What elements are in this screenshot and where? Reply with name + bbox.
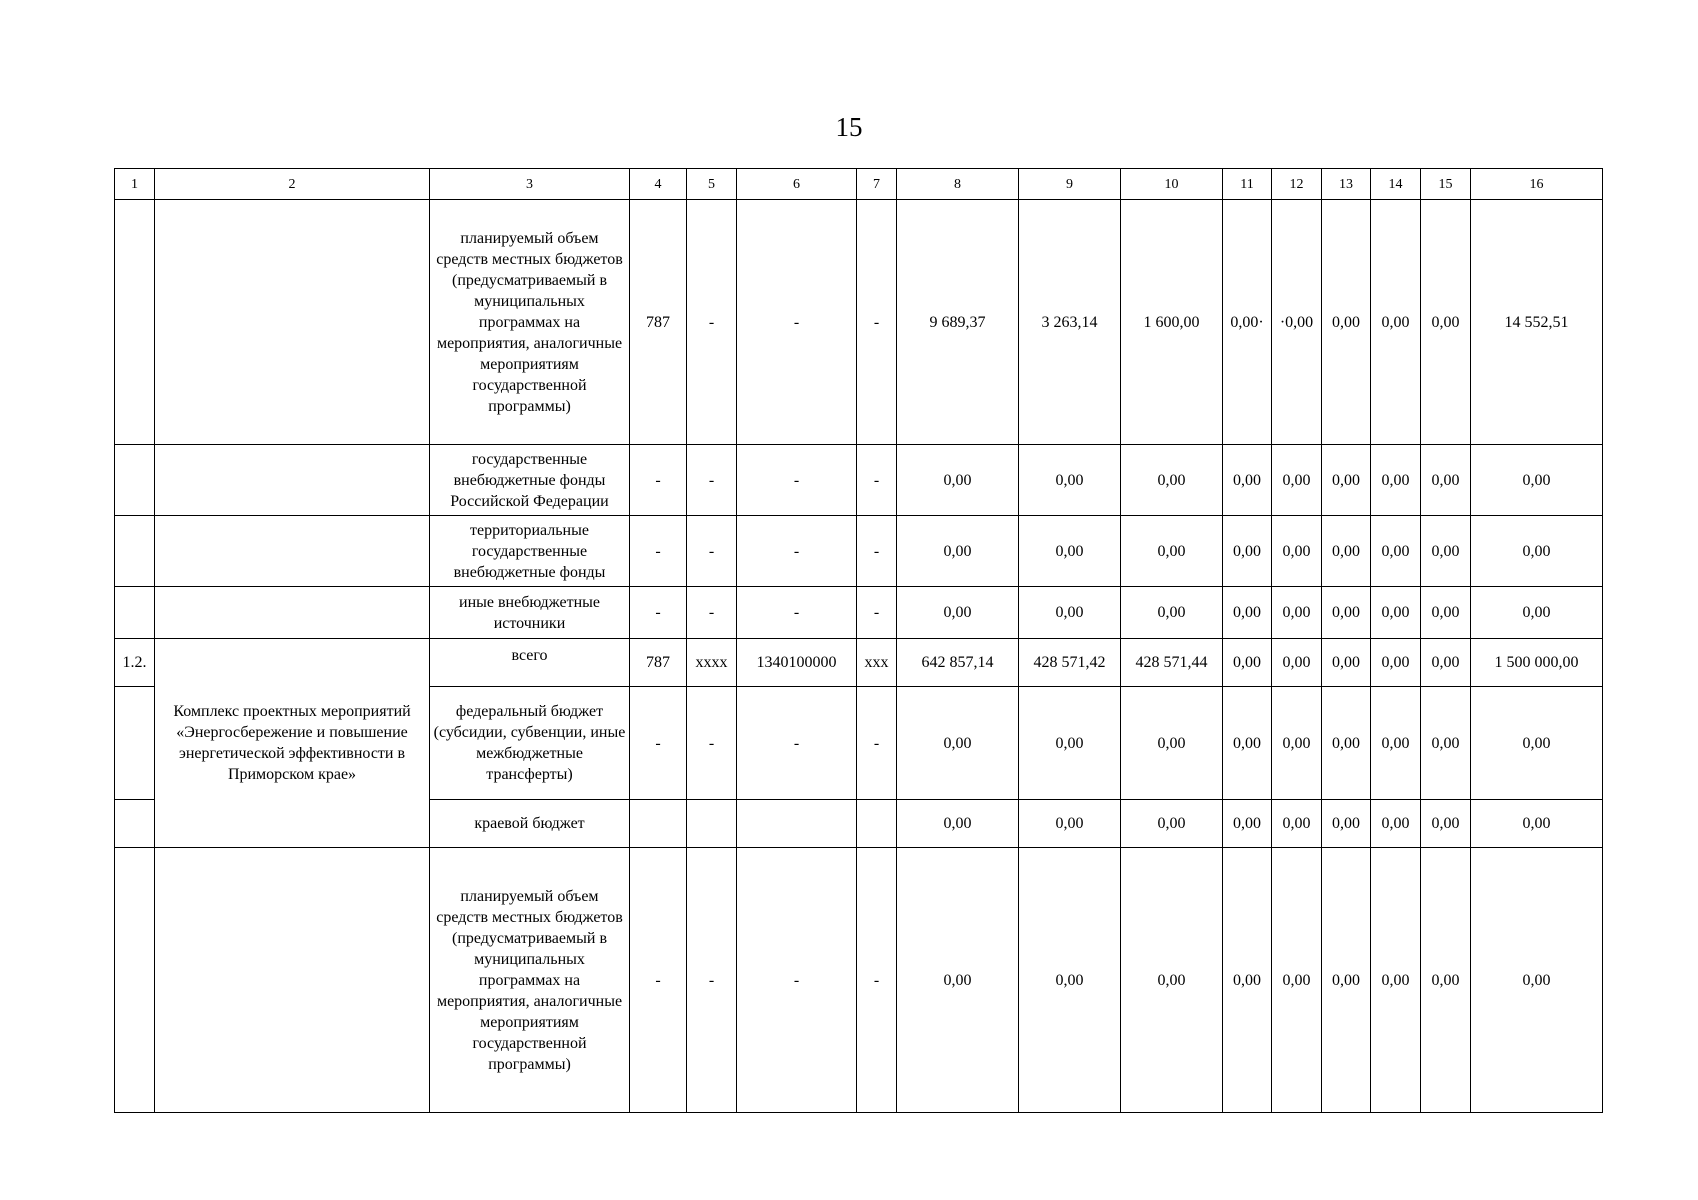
cell-value: 0,00 — [897, 687, 1019, 800]
cell-value: 0,00 — [1019, 587, 1121, 639]
cell-value: 0,00 — [1121, 848, 1223, 1113]
cell-total: 0,00 — [1471, 516, 1603, 587]
cell-section: - — [687, 587, 737, 639]
cell-target: - — [737, 516, 857, 587]
cell-section: хххх — [687, 639, 737, 687]
cell-value: 0,00 — [897, 800, 1019, 848]
cell-value: 0,00 — [1272, 848, 1322, 1113]
cell-source: федеральный бюджет (субсидии, субвенции, иные межбюджетные трансферты) — [430, 687, 630, 800]
cell-grbs: - — [630, 587, 687, 639]
cell-value: 0,00 — [1421, 587, 1471, 639]
cell-number — [115, 687, 155, 800]
cell-value: 0,00 — [1019, 848, 1121, 1113]
cell-total: 14 552,51 — [1471, 200, 1603, 445]
cell-name: Комплекс проектных мероприятий «Энергосбережение и повышение энергетической эффективности в Приморском крае» — [155, 639, 430, 848]
cell-value: 0,00 — [1223, 445, 1272, 516]
cell-value: 1 600,00 — [1121, 200, 1223, 445]
cell-source: всего — [430, 639, 630, 687]
cell-value: 0,00 — [1371, 687, 1421, 800]
cell-type: - — [857, 200, 897, 445]
cell-value: 0,00 — [1223, 639, 1272, 687]
cell-value: ·0,00 — [1272, 200, 1322, 445]
header-row — [115, 169, 1603, 200]
cell-total: 0,00 — [1471, 687, 1603, 800]
cell-value: 0,00 — [1121, 800, 1223, 848]
col-header: 1 — [115, 169, 155, 200]
cell-value: 0,00 — [1272, 445, 1322, 516]
table-row — [115, 587, 1603, 639]
cell-number — [115, 200, 155, 445]
cell-target: - — [737, 200, 857, 445]
page-number: 15 — [835, 112, 863, 142]
cell-total: 0,00 — [1471, 445, 1603, 516]
cell-type: - — [857, 587, 897, 639]
cell-number — [115, 587, 155, 639]
cell-value: 0,00 — [1272, 516, 1322, 587]
cell-value: 0,00 — [1371, 587, 1421, 639]
cell-value: 0,00 — [1019, 516, 1121, 587]
cell-grbs — [630, 800, 687, 848]
cell-name — [155, 200, 430, 445]
table-row — [115, 445, 1603, 516]
cell-source: краевой бюджет — [430, 800, 630, 848]
cell-section — [687, 800, 737, 848]
cell-value: 0,00 — [1272, 639, 1322, 687]
table-row — [115, 848, 1603, 1113]
cell-value: 0,00 — [1421, 516, 1471, 587]
cell-value: 0,00 — [1322, 800, 1371, 848]
cell-value: 0,00 — [1322, 587, 1371, 639]
cell-section: - — [687, 848, 737, 1113]
cell-value: 0,00 — [897, 516, 1019, 587]
cell-value: 0,00 — [1371, 639, 1421, 687]
col-header: 6 — [737, 169, 857, 200]
cell-value: 0,00 — [1121, 516, 1223, 587]
cell-type: - — [857, 445, 897, 516]
cell-value: 3 263,14 — [1019, 200, 1121, 445]
cell-name — [155, 445, 430, 516]
col-header: 16 — [1471, 169, 1603, 200]
table-row — [115, 639, 1603, 687]
cell-target: - — [737, 587, 857, 639]
cell-grbs: - — [630, 687, 687, 800]
cell-total: 0,00 — [1471, 848, 1603, 1113]
cell-value: 0,00 — [1322, 848, 1371, 1113]
cell-value: 0,00 — [1223, 587, 1272, 639]
cell-value: 0,00 — [1322, 516, 1371, 587]
col-header: 12 — [1272, 169, 1322, 200]
cell-source: планируемый объем средств местных бюджетов (предусматриваемый в муниципальных программах на мероприятия, аналогичные мероприятиям государственной программы) — [430, 848, 630, 1113]
cell-value: 0,00 — [1421, 639, 1471, 687]
cell-value: 0,00 — [897, 848, 1019, 1113]
col-header: 10 — [1121, 169, 1223, 200]
cell-type: ххх — [857, 639, 897, 687]
col-header: 13 — [1322, 169, 1371, 200]
cell-value: 0,00 — [1371, 200, 1421, 445]
cell-value: 0,00 — [1272, 587, 1322, 639]
cell-target: - — [737, 687, 857, 800]
table-row — [115, 200, 1603, 445]
cell-total: 0,00 — [1471, 800, 1603, 848]
cell-section: - — [687, 445, 737, 516]
col-header: 7 — [857, 169, 897, 200]
cell-grbs: - — [630, 516, 687, 587]
col-header: 5 — [687, 169, 737, 200]
cell-name — [155, 587, 430, 639]
cell-value: 642 857,14 — [897, 639, 1019, 687]
cell-value: 0,00 — [1223, 848, 1272, 1113]
cell-grbs: 787 — [630, 200, 687, 445]
cell-value: 0,00 — [1421, 800, 1471, 848]
cell-source: иные внебюджетные источники — [430, 587, 630, 639]
cell-value: 0,00 — [1121, 587, 1223, 639]
cell-value: 0,00 — [1121, 445, 1223, 516]
cell-value: 0,00 — [897, 587, 1019, 639]
cell-value: 0,00 — [1371, 800, 1421, 848]
cell-number — [115, 516, 155, 587]
cell-value: 0,00 — [897, 445, 1019, 516]
cell-number — [115, 800, 155, 848]
cell-value: 0,00· — [1223, 200, 1272, 445]
cell-value: 0,00 — [1019, 800, 1121, 848]
cell-source: планируемый объем средств местных бюджетов (предусматриваемый в муниципальных программах на мероприятия, аналогичные мероприятиям государственной программы) — [430, 200, 630, 445]
cell-target: 1340100000 — [737, 639, 857, 687]
cell-section: - — [687, 687, 737, 800]
cell-value: 0,00 — [1421, 848, 1471, 1113]
cell-grbs: - — [630, 445, 687, 516]
col-header: 11 — [1223, 169, 1272, 200]
col-header: 8 — [897, 169, 1019, 200]
cell-type: - — [857, 848, 897, 1113]
cell-target: - — [737, 848, 857, 1113]
cell-type: - — [857, 687, 897, 800]
cell-target: - — [737, 445, 857, 516]
cell-value: 0,00 — [1371, 516, 1421, 587]
cell-number — [115, 848, 155, 1113]
cell-type — [857, 800, 897, 848]
cell-value: 0,00 — [1322, 639, 1371, 687]
cell-value: 0,00 — [1121, 687, 1223, 800]
cell-value: 0,00 — [1322, 445, 1371, 516]
col-header: 15 — [1421, 169, 1471, 200]
cell-source: территориальные государственные внебюджетные фонды — [430, 516, 630, 587]
table-row — [115, 516, 1603, 587]
cell-value: 0,00 — [1272, 687, 1322, 800]
cell-value: 0,00 — [1371, 445, 1421, 516]
cell-value: 0,00 — [1371, 848, 1421, 1113]
cell-grbs: - — [630, 848, 687, 1113]
cell-source: государственные внебюджетные фонды Российской Федерации — [430, 445, 630, 516]
cell-value: 0,00 — [1272, 800, 1322, 848]
col-header: 3 — [430, 169, 630, 200]
cell-value: 0,00 — [1322, 687, 1371, 800]
cell-value: 0,00 — [1421, 200, 1471, 445]
col-header: 9 — [1019, 169, 1121, 200]
cell-value: 0,00 — [1322, 200, 1371, 445]
cell-number — [115, 445, 155, 516]
col-header: 2 — [155, 169, 430, 200]
cell-total: 1 500 000,00 — [1471, 639, 1603, 687]
cell-name — [155, 848, 430, 1113]
col-header: 4 — [630, 169, 687, 200]
cell-value: 0,00 — [1019, 687, 1121, 800]
col-header: 14 — [1371, 169, 1421, 200]
cell-number: 1.2. — [115, 639, 155, 687]
cell-target — [737, 800, 857, 848]
cell-value: 0,00 — [1019, 445, 1121, 516]
cell-total: 0,00 — [1471, 587, 1603, 639]
cell-value: 0,00 — [1223, 800, 1272, 848]
cell-section: - — [687, 200, 737, 445]
cell-value: 9 689,37 — [897, 200, 1019, 445]
cell-type: - — [857, 516, 897, 587]
cell-value: 0,00 — [1223, 516, 1272, 587]
cell-value: 0,00 — [1223, 687, 1272, 800]
budget-table — [114, 168, 1603, 1113]
cell-name — [155, 516, 430, 587]
cell-value: 0,00 — [1421, 687, 1471, 800]
cell-value: 428 571,44 — [1121, 639, 1223, 687]
cell-grbs: 787 — [630, 639, 687, 687]
cell-value: 428 571,42 — [1019, 639, 1121, 687]
cell-value: 0,00 — [1421, 445, 1471, 516]
cell-section: - — [687, 516, 737, 587]
